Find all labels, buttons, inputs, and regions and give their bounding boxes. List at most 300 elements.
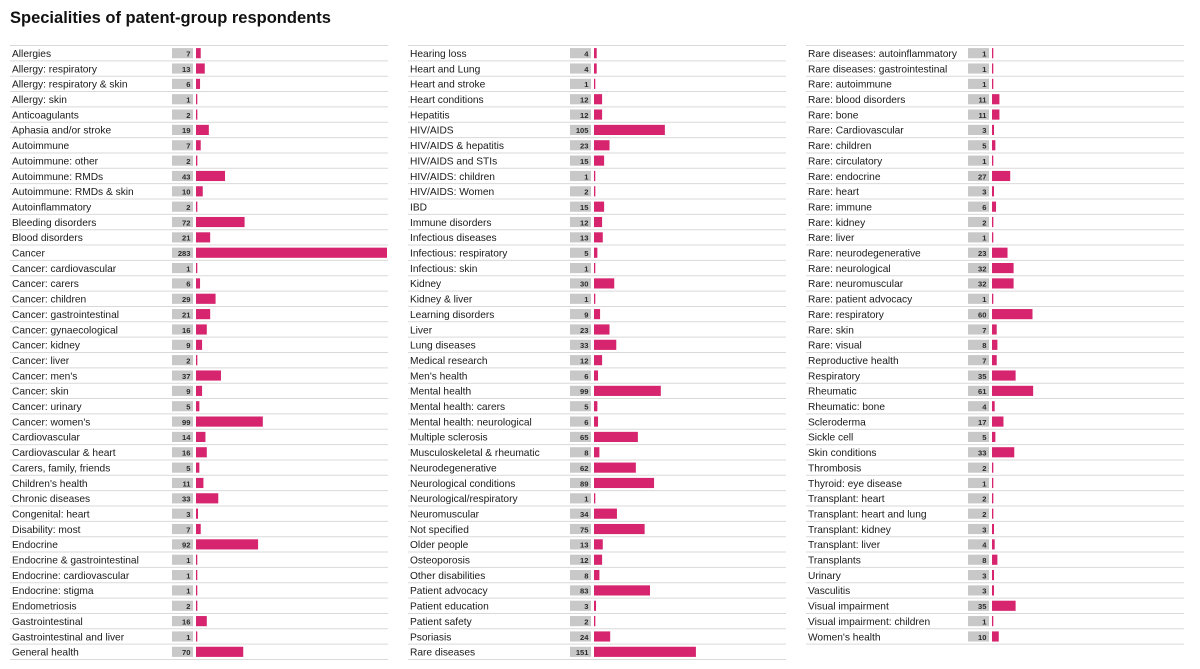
bar <box>992 386 1033 396</box>
value-label: 1 <box>584 264 589 274</box>
value-label: 23 <box>978 249 987 259</box>
bar <box>992 570 994 580</box>
value-label: 6 <box>186 80 191 90</box>
category-label: Rheumatic <box>808 386 857 398</box>
category-label: Mental health <box>410 386 472 398</box>
value-label: 10 <box>182 187 191 197</box>
category-label: Transplants <box>808 555 861 567</box>
bar <box>992 478 993 488</box>
bar <box>594 278 614 288</box>
chart-title: Specialities of patent-group respondents <box>10 9 331 27</box>
value-label: 72 <box>182 218 191 228</box>
value-label: 2 <box>584 187 589 197</box>
category-label: Rare: children <box>808 141 872 153</box>
value-label: 75 <box>580 525 589 535</box>
category-label: Transplant: heart and lung <box>808 509 927 521</box>
bar <box>992 631 999 641</box>
value-label: 70 <box>182 648 191 658</box>
bar <box>992 340 997 350</box>
value-label: 4 <box>584 49 589 59</box>
bar <box>992 370 1016 380</box>
category-label: Respiratory <box>808 371 861 383</box>
bar <box>196 524 201 534</box>
value-label: 2 <box>186 202 191 212</box>
value-label: 21 <box>182 310 191 320</box>
category-label: Patient advocacy <box>410 586 488 598</box>
bar <box>196 386 202 396</box>
bar <box>196 555 197 565</box>
category-label: Rare diseases <box>410 647 476 659</box>
category-label: Cardiovascular & heart <box>12 448 116 460</box>
value-label: 3 <box>186 509 191 519</box>
value-label: 5 <box>982 141 987 151</box>
value-label: 6 <box>584 417 589 427</box>
bar <box>594 493 595 503</box>
value-label: 1 <box>982 617 987 627</box>
value-label: 9 <box>584 310 589 320</box>
category-label: Rare: visual <box>808 340 862 352</box>
value-label: 35 <box>978 602 987 612</box>
bar <box>196 631 197 641</box>
value-label: 6 <box>584 371 589 381</box>
value-label: 65 <box>580 433 589 443</box>
bar <box>594 432 638 442</box>
bar <box>992 171 1010 181</box>
category-label: Cancer: women's <box>12 417 91 429</box>
category-label: Gastrointestinal <box>12 616 83 628</box>
bar <box>196 324 207 334</box>
value-label: 1 <box>584 80 589 90</box>
value-label: 7 <box>186 525 191 535</box>
category-label: Heart conditions <box>410 95 484 107</box>
category-label: Infectious: skin <box>410 263 478 275</box>
category-label: Children's health <box>12 478 88 490</box>
bar <box>594 263 595 273</box>
value-label: 4 <box>584 64 589 74</box>
bar <box>992 432 995 442</box>
category-label: Allergy: respiratory <box>12 64 97 76</box>
category-label: Vasculitis <box>808 586 851 598</box>
bar <box>594 140 610 150</box>
category-label: Cancer: urinary <box>12 402 82 414</box>
category-label: Liver <box>410 325 433 337</box>
bar <box>594 309 600 319</box>
bar <box>594 79 595 89</box>
category-label: Rare: bone <box>808 110 859 122</box>
value-label: 9 <box>186 387 191 397</box>
bar <box>992 156 993 166</box>
category-label: Rare: respiratory <box>808 309 884 321</box>
value-label: 2 <box>982 509 987 519</box>
bar <box>992 616 993 626</box>
category-label: Rare: endocrine <box>808 171 881 183</box>
bar <box>196 156 197 166</box>
value-label: 16 <box>182 617 191 627</box>
category-label: Osteoporosis <box>410 555 471 567</box>
value-label: 15 <box>580 202 589 212</box>
value-label: 5 <box>186 463 191 473</box>
category-label: Kidney & liver <box>410 294 473 306</box>
bar <box>594 401 597 411</box>
bar <box>992 555 997 565</box>
value-label: 5 <box>982 433 987 443</box>
bar <box>196 63 205 73</box>
category-label: Endocrine & gastrointestinal <box>12 555 139 567</box>
bar <box>992 324 997 334</box>
bar <box>992 309 1032 319</box>
value-label: 1 <box>982 295 987 305</box>
bar <box>992 294 993 304</box>
bar <box>196 493 218 503</box>
category-label: Scleroderma <box>808 417 866 429</box>
value-label: 24 <box>580 632 589 642</box>
value-label: 60 <box>978 310 987 320</box>
category-label: Medical research <box>410 355 488 367</box>
bar <box>594 524 645 534</box>
bar <box>992 417 1003 427</box>
category-label: Patient education <box>410 601 489 613</box>
bar <box>594 340 616 350</box>
value-label: 12 <box>580 110 589 120</box>
category-label: Cancer: cardiovascular <box>12 263 117 275</box>
category-label: Rare: autoimmune <box>808 79 892 91</box>
category-label: Autoinflammatory <box>12 202 92 214</box>
value-label: 9 <box>186 341 191 351</box>
category-label: Rare: patient advocacy <box>808 294 913 306</box>
bar <box>594 601 596 611</box>
value-label: 1 <box>186 95 191 105</box>
category-label: Cancer: children <box>12 294 87 306</box>
category-label: Cancer <box>12 248 45 260</box>
bar <box>992 186 994 196</box>
value-label: 61 <box>978 387 987 397</box>
category-label: Carers, family, friends <box>12 463 111 475</box>
value-label: 3 <box>982 187 987 197</box>
category-label: Cancer: men's <box>12 371 78 383</box>
category-label: Visual impairment: children <box>808 616 931 628</box>
category-label: Endometriosis <box>12 601 77 613</box>
bar <box>594 294 595 304</box>
value-label: 1 <box>584 295 589 305</box>
value-label: 2 <box>186 156 191 166</box>
bar <box>196 401 199 411</box>
category-label: Autoimmune <box>12 141 70 153</box>
bar <box>594 386 661 396</box>
value-label: 32 <box>978 279 987 289</box>
value-label: 13 <box>580 233 589 243</box>
bar <box>196 171 225 181</box>
value-label: 14 <box>182 433 191 443</box>
category-label: Neuromuscular <box>410 509 480 521</box>
bar <box>594 509 617 519</box>
bar <box>196 539 258 549</box>
category-label: Rare: blood disorders <box>808 95 906 107</box>
bar <box>594 370 598 380</box>
value-label: 7 <box>982 356 987 366</box>
bar <box>594 186 595 196</box>
category-label: Anticoagulants <box>12 110 79 122</box>
bar <box>196 570 197 580</box>
bar <box>196 447 207 457</box>
category-label: Neurological conditions <box>410 478 516 490</box>
category-label: Transplant: heart <box>808 494 885 506</box>
bar <box>594 355 602 365</box>
category-label: HIV/AIDS and STIs <box>410 156 498 168</box>
bar <box>594 48 597 58</box>
bar <box>992 63 993 73</box>
category-label: Rheumatic: bone <box>808 402 886 414</box>
bar <box>196 647 243 657</box>
value-label: 10 <box>978 632 987 642</box>
value-label: 12 <box>580 356 589 366</box>
value-label: 12 <box>580 218 589 228</box>
value-label: 105 <box>575 126 589 136</box>
bar <box>196 248 387 258</box>
value-label: 34 <box>580 509 589 519</box>
bar <box>196 263 197 273</box>
category-label: Lung diseases <box>410 340 476 352</box>
bar <box>196 585 197 595</box>
category-label: Hearing loss <box>410 48 467 60</box>
bar <box>594 171 595 181</box>
bar <box>196 294 216 304</box>
bar <box>992 585 994 595</box>
bar <box>992 232 993 242</box>
category-label: Rare: liver <box>808 233 855 245</box>
value-label: 33 <box>580 341 589 351</box>
category-label: Chronic diseases <box>12 494 91 506</box>
value-label: 99 <box>182 417 191 427</box>
category-label: Psoriasis <box>410 632 452 644</box>
bar <box>196 232 210 242</box>
value-label: 8 <box>584 448 589 458</box>
value-label: 283 <box>177 249 191 259</box>
bar <box>992 463 993 473</box>
value-label: 3 <box>584 602 589 612</box>
category-label: Neurodegenerative <box>410 463 497 475</box>
category-label: Rare: neurodegenerative <box>808 248 921 260</box>
category-label: Rare diseases: gastrointestinal <box>808 64 948 76</box>
bar <box>594 125 665 135</box>
value-label: 89 <box>580 479 589 489</box>
value-label: 1 <box>186 586 191 596</box>
bar <box>594 463 636 473</box>
category-label: Sickle cell <box>808 432 854 444</box>
category-label: Men's health <box>410 371 468 383</box>
category-label: Rare: Cardiovascular <box>808 125 904 137</box>
bar <box>992 401 995 411</box>
bar <box>992 248 1008 258</box>
value-label: 3 <box>982 525 987 535</box>
category-label: Thyroid: eye disease <box>808 478 903 490</box>
bar <box>196 463 199 473</box>
bar <box>196 478 203 488</box>
category-label: Blood disorders <box>12 233 83 245</box>
value-label: 19 <box>182 126 191 136</box>
value-label: 12 <box>580 556 589 566</box>
bar <box>594 63 597 73</box>
category-label: Cancer: skin <box>12 386 69 398</box>
bar <box>196 186 203 196</box>
value-label: 1 <box>982 64 987 74</box>
value-label: 4 <box>982 402 987 412</box>
bar <box>594 202 604 212</box>
value-label: 17 <box>978 417 987 427</box>
category-label: Cancer: gastrointestinal <box>12 309 120 321</box>
value-label: 83 <box>580 586 589 596</box>
bar <box>992 601 1016 611</box>
category-label: Gastrointestinal and liver <box>12 632 125 644</box>
value-label: 1 <box>982 80 987 90</box>
category-label: Patient safety <box>410 616 472 628</box>
category-label: Other disabilities <box>410 570 486 582</box>
category-label: Cancer: carers <box>12 279 79 291</box>
value-label: 5 <box>584 402 589 412</box>
value-label: 15 <box>580 156 589 166</box>
category-label: Rare: immune <box>808 202 872 214</box>
bar <box>992 447 1014 457</box>
bar <box>196 110 197 120</box>
value-label: 16 <box>182 325 191 335</box>
value-label: 43 <box>182 172 191 182</box>
value-label: 8 <box>584 571 589 581</box>
bar <box>594 417 598 427</box>
category-label: IBD <box>410 202 427 214</box>
bar <box>594 570 599 580</box>
category-label: Skin conditions <box>808 448 877 460</box>
bar <box>594 539 603 549</box>
value-label: 33 <box>182 494 191 504</box>
category-label: Rare: neuromuscular <box>808 279 904 291</box>
category-label: Aphasia and/or stroke <box>12 125 112 137</box>
category-label: Rare: skin <box>808 325 854 337</box>
bar <box>992 263 1014 273</box>
category-label: HIV/AIDS & hepatitis <box>410 141 504 153</box>
value-label: 1 <box>982 479 987 489</box>
category-label: Allergy: skin <box>12 95 67 107</box>
category-label: Mental health: neurological <box>410 417 532 429</box>
bar <box>594 110 602 120</box>
category-label: Heart and Lung <box>410 64 481 76</box>
value-label: 7 <box>186 141 191 151</box>
value-label: 5 <box>186 402 191 412</box>
value-label: 99 <box>580 387 589 397</box>
category-label: Cancer: liver <box>12 355 70 367</box>
bar <box>992 202 996 212</box>
category-label: Bleeding disorders <box>12 217 97 229</box>
category-label: HIV/AIDS: children <box>410 171 495 183</box>
value-label: 1 <box>186 264 191 274</box>
bar <box>196 417 263 427</box>
category-label: Older people <box>410 540 469 552</box>
value-label: 37 <box>182 371 191 381</box>
value-label: 7 <box>982 325 987 335</box>
bar <box>992 524 994 534</box>
bar <box>992 48 993 58</box>
value-label: 29 <box>182 295 191 305</box>
value-label: 11 <box>978 95 987 105</box>
value-label: 62 <box>580 463 589 473</box>
bar <box>992 539 995 549</box>
category-label: Women's health <box>808 632 881 644</box>
value-label: 8 <box>982 556 987 566</box>
bar <box>196 509 198 519</box>
bar <box>992 94 999 104</box>
category-label: HIV/AIDS <box>410 125 454 137</box>
category-label: Allergy: respiratory & skin <box>12 79 128 91</box>
value-label: 6 <box>186 279 191 289</box>
category-label: Heart and stroke <box>410 79 486 91</box>
value-label: 35 <box>978 371 987 381</box>
value-label: 2 <box>186 110 191 120</box>
category-label: Allergies <box>12 48 52 60</box>
value-label: 23 <box>580 325 589 335</box>
bar <box>992 217 993 227</box>
bar <box>196 616 207 626</box>
value-label: 8 <box>982 341 987 351</box>
bar <box>196 217 245 227</box>
bar <box>594 616 595 626</box>
value-label: 1 <box>982 49 987 59</box>
category-label: Kidney <box>410 279 442 291</box>
category-label: Neurological/respiratory <box>410 494 518 506</box>
bar <box>196 432 205 442</box>
value-label: 1 <box>584 494 589 504</box>
category-label: Cancer: gynaecological <box>12 325 118 337</box>
bar <box>992 125 994 135</box>
bar <box>992 110 999 120</box>
category-label: Transplant: liver <box>808 540 881 552</box>
bar <box>196 202 197 212</box>
value-label: 1 <box>186 632 191 642</box>
value-label: 2 <box>186 356 191 366</box>
value-label: 2 <box>186 602 191 612</box>
bar <box>992 278 1014 288</box>
category-label: Autoimmune: RMDs <box>12 171 104 183</box>
bar <box>196 309 210 319</box>
bar <box>594 248 597 258</box>
value-label: 3 <box>982 586 987 596</box>
category-label: Transplant: kidney <box>808 524 891 536</box>
category-label: Rare: kidney <box>808 217 866 229</box>
bar <box>992 509 993 519</box>
value-label: 1 <box>186 556 191 566</box>
value-label: 6 <box>982 202 987 212</box>
bar <box>196 601 197 611</box>
category-label: Cancer: kidney <box>12 340 80 352</box>
value-label: 3 <box>982 126 987 136</box>
category-label: Not specified <box>410 524 469 536</box>
category-label: Learning disorders <box>410 309 495 321</box>
bar <box>594 156 604 166</box>
bar <box>196 140 201 150</box>
value-label: 5 <box>584 249 589 259</box>
bar <box>992 140 995 150</box>
value-label: 4 <box>982 540 987 550</box>
category-label: Musculoskeletal & rheumatic <box>410 448 540 460</box>
value-label: 23 <box>580 141 589 151</box>
category-label: Endocrine: cardiovascular <box>12 570 130 582</box>
bar <box>594 232 603 242</box>
value-label: 92 <box>182 540 191 550</box>
category-label: Immune disorders <box>410 217 492 229</box>
category-label: Multiple sclerosis <box>410 432 488 444</box>
bar <box>594 555 602 565</box>
category-label: HIV/AIDS: Women <box>410 187 495 199</box>
value-label: 12 <box>580 95 589 105</box>
bar <box>594 94 602 104</box>
value-label: 30 <box>580 279 589 289</box>
